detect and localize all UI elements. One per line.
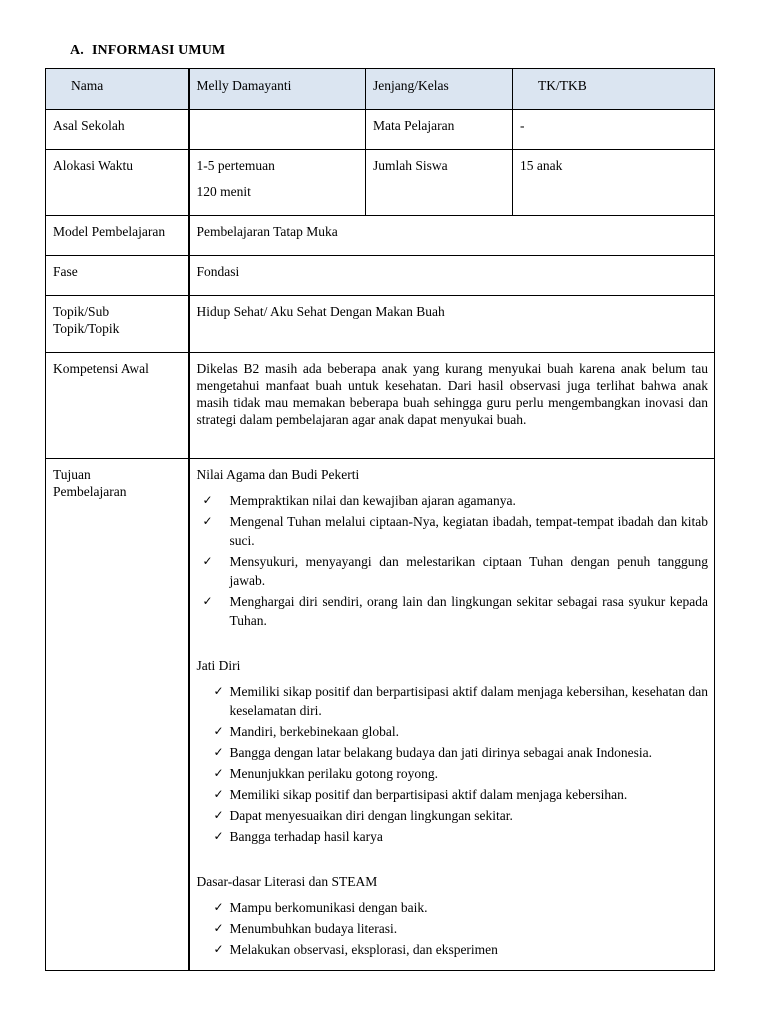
check-icon: ✓ [213,942,224,956]
list-item: ✓ Memiliki sikap positif dan berpartisipasi aktif dalam menjaga kebersihan. [213,787,628,802]
check-icon: ✓ [202,554,213,568]
check-icon: ✓ [213,766,224,780]
section-title-nilai-agama: Nilai Agama dan Budi Pekerti [196,467,360,482]
list-item: ✓ Mensyukuri, menyayangi dan melestarikan ciptaan Tuhan dengan penuh tanggung jawab. [202,554,708,588]
check-icon: ✓ [213,829,224,843]
fase-value: Fondasi [189,256,715,296]
mapel-label: Mata Pelajaran [366,110,513,150]
row-kompetensi [46,353,715,459]
asal-sekolah-label: Asal Sekolah [46,110,189,150]
check-icon: ✓ [213,921,224,935]
check-icon: ✓ [213,900,224,914]
model-label: Model Pembelajaran [46,216,189,256]
section-title-literasi-steam: Dasar-dasar Literasi dan STEAM [196,874,378,889]
row-asal-sekolah [46,110,715,150]
check-icon: ✓ [213,724,224,738]
check-icon: ✓ [202,493,213,507]
alokasi-menit: 120 menit [196,184,251,199]
topik-label-line1: Topik/Sub [53,304,110,319]
list-item: ✓ Bangga dengan latar belakang budaya dan jati dirinya sebagai anak Indonesia. [213,745,652,760]
check-icon: ✓ [213,745,224,759]
check-icon: ✓ [213,787,224,801]
list-item: ✓ Menunjukkan perilaku gotong royong. [213,766,438,781]
list-item: ✓ Bangga terhadap hasil karya [213,829,383,844]
tujuan-value [189,459,715,971]
list-literasi-steam [197,898,709,959]
list-jati-diri [197,682,709,846]
list-item: ✓ Menumbuhkan budaya literasi. [213,921,398,936]
check-icon: ✓ [213,808,224,822]
list-item: ✓ Melakukan observasi, eksplorasi, dan eksperimen [213,942,498,957]
row-model [46,216,715,256]
check-icon: ✓ [213,684,224,698]
jumlah-siswa-value: 15 anak [513,150,715,216]
row-topik [46,296,715,353]
topik-label-line2: Topik/Topik [53,321,120,336]
list-item: ✓ Dapat menyesuaikan diri dengan lingkungan sekitar. [213,808,513,823]
check-icon: ✓ [202,514,213,528]
jenjang-value: TK/TKB [513,69,715,110]
alokasi-label: Alokasi Waktu [46,150,189,216]
list-item: ✓ Mempraktikan nilai dan kewajiban ajaran agamanya. [202,493,516,508]
list-item: ✓ Memiliki sikap positif dan berpartisipasi aktif dalam menjaga kebersihan, kesehatan dan keselamatan diri. [213,684,708,718]
fase-label: Fase [46,256,189,296]
row-nama [46,69,715,110]
list-item: ✓ Mengenal Tuhan melalui ciptaan-Nya, kegiatan ibadah, tempat-tempat ibadah dan kitab suci. [202,514,708,548]
row-alokasi [46,150,715,216]
jumlah-siswa-label: Jumlah Siswa [366,150,513,216]
section-title-jati-diri: Jati Diri [196,658,241,673]
nama-value: Melly Damayanti [189,69,366,110]
nama-label: Nama [46,69,189,110]
section-title: INFORMASI UMUM [92,43,226,58]
model-value: Pembelajaran Tatap Muka [189,216,715,256]
tujuan-label [46,459,189,971]
topik-label [46,296,189,353]
check-icon: ✓ [202,594,213,608]
tujuan-label-line2: Pembelajaran [53,484,127,499]
row-fase [46,256,715,296]
list-item: ✓ Menghargai diri sendiri, orang lain dan lingkungan sekitar sebagai rasa syukur kepada Tuhan. [202,594,708,628]
row-tujuan [46,459,715,971]
topik-value: Hidup Sehat/ Aku Sehat Dengan Makan Buah [189,296,715,353]
list-nilai-agama [197,491,709,630]
mapel-value: - [513,110,715,150]
section-number: A. [70,43,84,58]
tujuan-label-line1: Tujuan [53,467,91,482]
asal-sekolah-value [189,110,366,150]
info-table [45,68,715,971]
kompetensi-value: Dikelas B2 masih ada beberapa anak yang kurang menyukai buah karena anak belum tau mengetahui manfaat buah untuk kesehatan. Dari hasil observasi juga terlihat bahwa anak masih tidak mau memakan beberapa buah sehingga guru perlu mengembangkan inovasi dan strategi dalam pembelajaran agar anak dapat menyukai buah. [189,353,715,459]
list-item: ✓ Mampu berkomunikasi dengan baik. [213,900,428,915]
section-heading [70,43,225,59]
kompetensi-label: Kompetensi Awal [46,353,189,459]
alokasi-value [189,150,366,216]
list-item: ✓ Mandiri, berkebinekaan global. [213,724,399,739]
jenjang-label: Jenjang/Kelas [366,69,513,110]
alokasi-pertemuan: 1-5 pertemuan [196,158,275,173]
